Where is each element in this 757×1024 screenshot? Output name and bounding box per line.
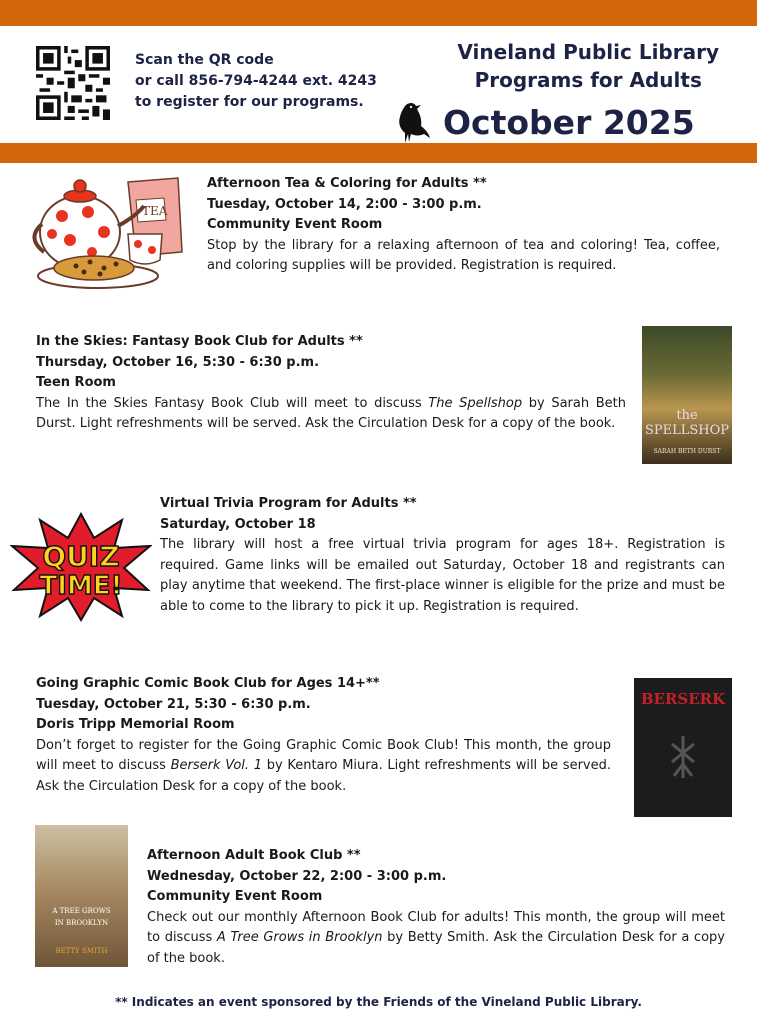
book-cover-spellshop [642,326,732,464]
event-title: Virtual Trivia Program for Adults ** [160,496,417,511]
cover-title-1: A TREE GROWS [52,907,111,915]
event-virtual-trivia [160,494,725,618]
description-text: Don’t forget to register for the Going Graphic Comic Book Club! This month, the group will meet to discuss [36,737,611,774]
event-description: The library will host a free virtual trivia program for ages 18+. Registration is required. Game links will be emailed out Saturday, October 18 and registrants can play anytime that weekend. The first-place winner is eligible for the prize and must be able to come to the library to pick it up. Registration is required. [160,537,725,614]
cover-author: BETTY SMITH [55,947,108,955]
scan-line-3: to register for our programs. [135,94,364,110]
brand-sigil-icon [668,734,698,780]
cover-title: BERSERK [640,690,726,708]
event-location: Doris Tripp Memorial Room [36,717,235,733]
event-title: In the Skies: Fantasy Book Club for Adults ** [36,334,363,349]
crow-icon [393,100,431,144]
event-location: Community Event Room [207,217,383,233]
book-cover-berserk [634,678,732,817]
event-date: Tuesday, October 21, 5:30 - 6:30 p.m. [36,696,311,712]
registration-info [135,50,377,113]
book-title: A Tree Grows in Brooklyn [216,930,383,946]
scan-line-2: or call 856-794-4244 ext. 4243 [135,73,377,89]
description-text: The In the Skies Fantasy Book Club will meet to discuss [36,395,429,411]
cover-title: the SPELLSHOP [644,408,730,438]
event-fantasy-book-club [36,332,626,435]
title-line-2: Programs for Adults [474,68,702,92]
top-accent-bar [0,0,757,26]
teapot-cookies-icon [32,172,188,294]
title-line-1: Vineland Public Library [457,40,719,64]
event-date: Thursday, October 16, 5:30 - 6:30 p.m. [36,354,320,370]
event-location: Community Event Room [147,889,323,905]
cover-title-2: IN BROOKLYN [54,919,109,927]
event-date: Wednesday, October 22, 2:00 - 3:00 p.m. [147,868,447,884]
event-description [147,908,725,970]
event-title: Afternoon Tea & Coloring for Adults ** [207,176,487,191]
event-title: Afternoon Adult Book Club ** [147,848,361,863]
cover-author: SARAH BETH DURST [653,448,721,455]
book-cover-tree-grows-in-brooklyn [35,825,128,967]
event-description [36,736,611,798]
event-description: Stop by the library for a relaxing afternoon of tea and coloring! Tea, coffee, and coloring supplies will be provided. Registration is required. [207,237,720,274]
library-title [457,38,719,94]
event-location: Teen Room [36,375,116,391]
event-comic-book-club [36,674,611,798]
event-afternoon-tea [207,174,720,277]
badge-line-2: TIME! [39,571,123,601]
book-title: The Spellshop [428,395,523,411]
sponsor-footnote: ** Indicates an event sponsored by the Friends of the Vineland Public Library. [115,995,642,1009]
event-date: Tuesday, October 14, 2:00 - 3:00 p.m. [207,196,482,212]
badge-line-1: QUIZ [42,540,120,573]
divider-accent-bar [0,143,757,163]
event-afternoon-book-club [147,846,725,970]
event-date: Saturday, October 18 [160,516,316,532]
description-text: Check out our monthly Afternoon Book Club for adults! This month, the group will meet to discuss [147,909,725,946]
event-description [36,394,626,435]
description-text: by Sarah Beth Durst. Light refreshments will be served. Ask the Circulation Desk for a copy of the book. [36,395,626,432]
description-text: by Kentaro Miura. Light refreshments will be served. Ask the Circulation Desk for a copy of the book. [36,758,611,794]
month-heading: October 2025 [443,103,695,142]
book-title: Berserk Vol. 1 [170,758,262,774]
description-text: by Betty Smith. Ask the Circulation Desk for a copy of the book. [147,930,725,966]
qr-code-icon[interactable] [36,46,110,120]
event-title: Going Graphic Comic Book Club for Ages 14+** [36,676,380,691]
scan-line-1: Scan the QR code [135,52,274,68]
quiz-time-badge-icon [10,512,152,622]
svg-text:TEA: TEA [142,204,168,218]
